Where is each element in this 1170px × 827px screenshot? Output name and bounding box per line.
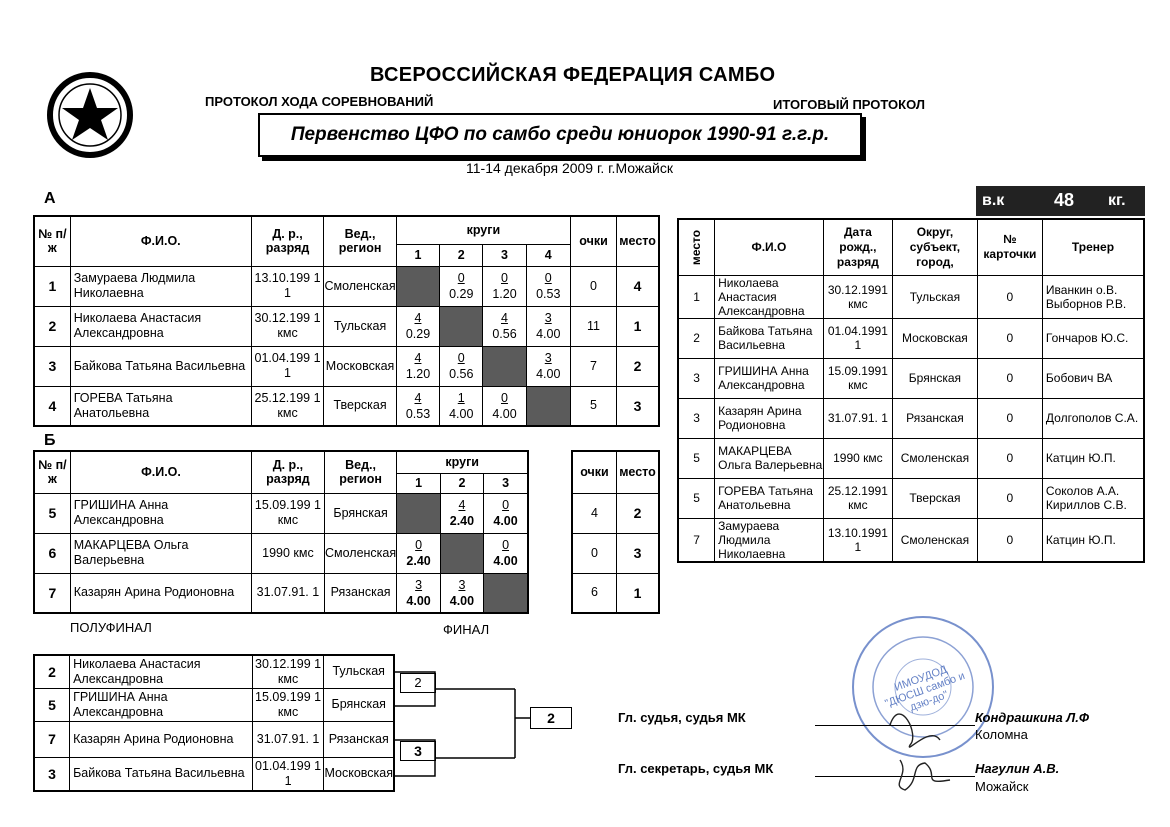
score-cell: 0 2.40: [397, 533, 440, 573]
table-row: [678, 438, 1144, 478]
self-cell: [396, 266, 439, 306]
score-cell: 0 4.00: [484, 533, 528, 573]
group-b-label: Б: [44, 432, 56, 449]
table-row: [34, 306, 659, 346]
table-row: [34, 655, 394, 688]
header-points: очки: [572, 451, 616, 493]
header-region: Вед., регион: [324, 451, 397, 493]
table-row: [678, 318, 1144, 358]
athlete-name: Николаева Анастасия Александровна: [70, 655, 253, 688]
table-row: [34, 757, 394, 791]
result-card: 0: [977, 318, 1042, 358]
result-name: ГОРЕВА Татьяна Анатольевна: [715, 478, 824, 518]
athlete-region: Брянская: [324, 493, 397, 533]
header-dob: Д. р., разряд: [251, 216, 323, 266]
self-cell: [440, 533, 483, 573]
athlete-name: Замураева Людмила Николаевна: [70, 266, 251, 306]
score-cell: 3 4.00: [526, 306, 570, 346]
result-place: 3: [678, 358, 715, 398]
table-row: [678, 358, 1144, 398]
athlete-dob: 13.10.199 1 1: [251, 266, 323, 306]
result-district: Московская: [893, 318, 978, 358]
athlete-num: 2: [34, 306, 70, 346]
result-name: Замураева Людмила Николаевна: [715, 518, 824, 562]
score-cell: 4 2.40: [440, 493, 483, 533]
round-header: 4: [526, 244, 570, 266]
athlete-region: Брянская: [324, 688, 394, 721]
header-num: № п/ж: [34, 451, 70, 493]
athlete-place: 2: [617, 346, 659, 386]
result-name: ГРИШИНА Анна Александровна: [715, 358, 824, 398]
score-cell: 3 4.00: [397, 573, 440, 613]
athlete-region: Тверская: [324, 386, 397, 426]
athlete-dob: 01.04.199 1 1: [251, 346, 323, 386]
athlete-region: Московская: [324, 757, 394, 791]
athlete-region: Московская: [324, 346, 397, 386]
athlete-dob: 31.07.91. 1: [252, 721, 324, 757]
score-cell: 4 0.53: [396, 386, 439, 426]
score-cell: 0 4.00: [483, 386, 526, 426]
result-dob: 1990 кмс: [823, 438, 892, 478]
round-header: 3: [483, 244, 526, 266]
protocol-label: ПРОТОКОЛ ХОДА СОРЕВНОВАНИЙ: [205, 94, 434, 109]
final-winner: 2: [530, 707, 572, 729]
result-place: 7: [678, 518, 715, 562]
table-row: [678, 398, 1144, 438]
athlete-name: Байкова Татьяна Васильевна: [70, 346, 251, 386]
table-row: [34, 386, 659, 426]
group-a-label: А: [44, 190, 56, 207]
athlete-name: МАКАРЦЕВА Ольга Валерьевна: [70, 533, 251, 573]
athlete-num: 2: [34, 655, 70, 688]
athlete-num: 7: [34, 573, 70, 613]
table-row: [572, 493, 659, 533]
score-cell: 1 4.00: [440, 386, 483, 426]
result-place: 5: [678, 478, 715, 518]
final-protocol-label: ИТОГОВЫЙ ПРОТОКОЛ: [773, 97, 925, 112]
table-row: [34, 721, 394, 757]
table-row: [34, 493, 528, 533]
table-row: [678, 518, 1144, 562]
athlete-points: 6: [572, 573, 616, 613]
header-rounds: круги: [396, 216, 570, 244]
competition-dates: 11-14 декабря 2009 г. г.Можайск: [466, 160, 673, 176]
athlete-dob: 15.09.199 1 кмс: [252, 493, 325, 533]
score-cell: 0 4.00: [484, 493, 528, 533]
result-name: МАКАРЦЕВА Ольга Валерьевна: [715, 438, 824, 478]
score-cell: 4 0.56: [483, 306, 526, 346]
score-cell: 3 4.00: [526, 346, 570, 386]
semifinal-winner-bottom: 3: [400, 741, 436, 761]
chief-secretary-role: Гл. секретарь, судья МК: [618, 761, 774, 776]
result-place: 5: [678, 438, 715, 478]
result-place: 2: [678, 318, 715, 358]
table-row: [572, 573, 659, 613]
results-header-card: № карточки: [977, 219, 1042, 275]
athlete-place: 1: [617, 306, 659, 346]
results-header-district: Округ, субъект, город,: [893, 219, 978, 275]
handwritten-signature: [880, 685, 970, 795]
header-place: место: [616, 451, 659, 493]
result-district: Тверская: [893, 478, 978, 518]
athlete-num: 3: [34, 346, 70, 386]
athlete-name: ГОРЕВА Татьяна Анатольевна: [70, 386, 251, 426]
stamp-text: ИМОУДОД "ДЮСШ самбо и дзю-до": [883, 663, 967, 714]
result-coach: Бобович ВА: [1042, 358, 1144, 398]
score-cell: 0 0.56: [440, 346, 483, 386]
athlete-num: 7: [34, 721, 70, 757]
athlete-points: 7: [570, 346, 616, 386]
round-header: 2: [440, 473, 483, 493]
table-row: [678, 478, 1144, 518]
semifinal-table: [33, 654, 395, 792]
athlete-name: ГРИШИНА Анна Александровна: [70, 493, 251, 533]
athlete-region: Рязанская: [324, 573, 397, 613]
header-num: № п/ж: [34, 216, 70, 266]
athlete-num: 6: [34, 533, 70, 573]
result-dob: 31.07.91. 1: [823, 398, 892, 438]
athlete-place: 3: [616, 533, 659, 573]
score-cell: 4 0.29: [396, 306, 439, 346]
score-cell: 4 1.20: [396, 346, 439, 386]
chief-judge-name: Кондрашкина Л.Ф: [975, 710, 1089, 725]
athlete-place: 3: [617, 386, 659, 426]
result-card: 0: [977, 358, 1042, 398]
result-dob: 15.09.1991 кмс: [823, 358, 892, 398]
self-cell: [483, 346, 526, 386]
results-table: [677, 218, 1145, 563]
round-header: 2: [440, 244, 483, 266]
table-row: [678, 275, 1144, 318]
table-row: [34, 688, 394, 721]
score-cell: 0 0.29: [440, 266, 483, 306]
round-header: 3: [484, 473, 528, 493]
self-cell: [526, 386, 570, 426]
score-cell: 0 0.53: [526, 266, 570, 306]
athlete-points: 4: [572, 493, 616, 533]
round-header: 1: [397, 473, 440, 493]
result-coach: Катцин Ю.П.: [1042, 518, 1144, 562]
result-coach: Соколов А.А. Кириллов С.В.: [1042, 478, 1144, 518]
athlete-region: Смоленская: [324, 533, 397, 573]
group-b-points-table: [571, 450, 660, 614]
athlete-dob: 1990 кмс: [252, 533, 325, 573]
athlete-name: ГРИШИНА Анна Александровна: [70, 688, 253, 721]
result-card: 0: [977, 438, 1042, 478]
score-cell: 3 4.00: [440, 573, 483, 613]
athlete-dob: 30.12.199 1 кмс: [251, 306, 323, 346]
result-coach: Долгополов С.А.: [1042, 398, 1144, 438]
athlete-num: 3: [34, 757, 70, 791]
result-dob: 01.04.1991 1: [823, 318, 892, 358]
result-name: Казарян Арина Родионовна: [715, 398, 824, 438]
result-name: Байкова Татьяна Васильевна: [715, 318, 824, 358]
table-row: [34, 573, 528, 613]
round-header: 1: [396, 244, 439, 266]
weight-label: в.к: [982, 192, 1005, 209]
table-row: [34, 346, 659, 386]
header-name: Ф.И.О.: [70, 451, 251, 493]
semifinal-winner-top: 2: [400, 673, 436, 693]
result-district: Смоленская: [893, 438, 978, 478]
score-cell: 0 1.20: [483, 266, 526, 306]
result-card: 0: [977, 478, 1042, 518]
result-district: Тульская: [893, 275, 978, 318]
athlete-region: Рязанская: [324, 721, 394, 757]
header-region: Вед., регион: [324, 216, 397, 266]
result-dob: 25.12.1991 кмс: [823, 478, 892, 518]
athlete-region: Тульская: [324, 306, 397, 346]
header-points: очки: [570, 216, 616, 266]
athlete-name: Байкова Татьяна Васильевна: [70, 757, 253, 791]
result-district: Рязанская: [893, 398, 978, 438]
federation-title: ВСЕРОССИЙСКАЯ ФЕДЕРАЦИЯ САМБО: [370, 64, 776, 86]
athlete-points: 11: [570, 306, 616, 346]
chief-secretary-name: Нагулин А.В.: [975, 761, 1060, 776]
athlete-points: 0: [570, 266, 616, 306]
athlete-dob: 31.07.91. 1: [252, 573, 325, 613]
athlete-name: Казарян Арина Родионовна: [70, 573, 251, 613]
result-district: Брянская: [893, 358, 978, 398]
chief-secretary-city: Можайск: [975, 779, 1029, 794]
athlete-num: 4: [34, 386, 70, 426]
results-header-place: место: [678, 219, 715, 275]
athlete-place: 2: [616, 493, 659, 533]
athlete-points: 5: [570, 386, 616, 426]
athlete-num: 5: [34, 493, 70, 533]
table-row: [34, 266, 659, 306]
result-place: 1: [678, 275, 715, 318]
weight-class: [976, 186, 1145, 216]
header-place: место: [617, 216, 659, 266]
athlete-num: 1: [34, 266, 70, 306]
self-cell: [397, 493, 440, 533]
athlete-num: 5: [34, 688, 70, 721]
result-coach: Гончаров Ю.С.: [1042, 318, 1144, 358]
athlete-place: 4: [617, 266, 659, 306]
result-dob: 30.12.1991 кмс: [823, 275, 892, 318]
chief-judge-role: Гл. судья, судья МК: [618, 710, 746, 725]
athlete-name: Казарян Арина Родионовна: [70, 721, 253, 757]
semifinal-label: ПОЛУФИНАЛ: [70, 620, 152, 635]
result-place: 3: [678, 398, 715, 438]
header-dob: Д. р., разряд: [252, 451, 325, 493]
results-header-dob: Дата рожд., разряд: [823, 219, 892, 275]
result-district: Смоленская: [893, 518, 978, 562]
group-b-table: [33, 450, 529, 614]
athlete-name: Николаева Анастасия Александровна: [70, 306, 251, 346]
result-card: 0: [977, 518, 1042, 562]
athlete-dob: 01.04.199 1 1: [252, 757, 324, 791]
competition-title: Первенство ЦФО по самбо среди юниорок 1990-91 г.г.р.: [258, 113, 862, 157]
chief-judge-city: Коломна: [975, 727, 1028, 742]
final-label: ФИНАЛ: [443, 622, 490, 637]
self-cell: [440, 306, 483, 346]
result-coach: Катцин Ю.П.: [1042, 438, 1144, 478]
group-a-table: [33, 215, 660, 427]
header-rounds: круги: [397, 451, 528, 473]
athlete-dob: 25.12.199 1 кмс: [251, 386, 323, 426]
results-header-name: Ф.И.О: [715, 219, 824, 275]
athlete-dob: 30.12.199 1 кмс: [252, 655, 324, 688]
result-card: 0: [977, 275, 1042, 318]
result-name: Николаева Анастасия Александровна: [715, 275, 824, 318]
weight-unit: кг.: [1108, 192, 1126, 209]
athlete-dob: 15.09.199 1 кмс: [252, 688, 324, 721]
athlete-points: 0: [572, 533, 616, 573]
weight-value: 48: [1054, 190, 1075, 210]
athlete-region: Смоленская: [324, 266, 397, 306]
athlete-region: Тульская: [324, 655, 394, 688]
table-row: [572, 533, 659, 573]
athlete-place: 1: [616, 573, 659, 613]
result-coach: Иванкин о.В. Выборнов Р.В.: [1042, 275, 1144, 318]
result-card: 0: [977, 398, 1042, 438]
results-header-coach: Тренер: [1042, 219, 1144, 275]
federation-logo: [40, 70, 140, 160]
table-row: [34, 533, 528, 573]
header-name: Ф.И.О.: [70, 216, 251, 266]
result-dob: 13.10.1991 1: [823, 518, 892, 562]
self-cell: [484, 573, 528, 613]
